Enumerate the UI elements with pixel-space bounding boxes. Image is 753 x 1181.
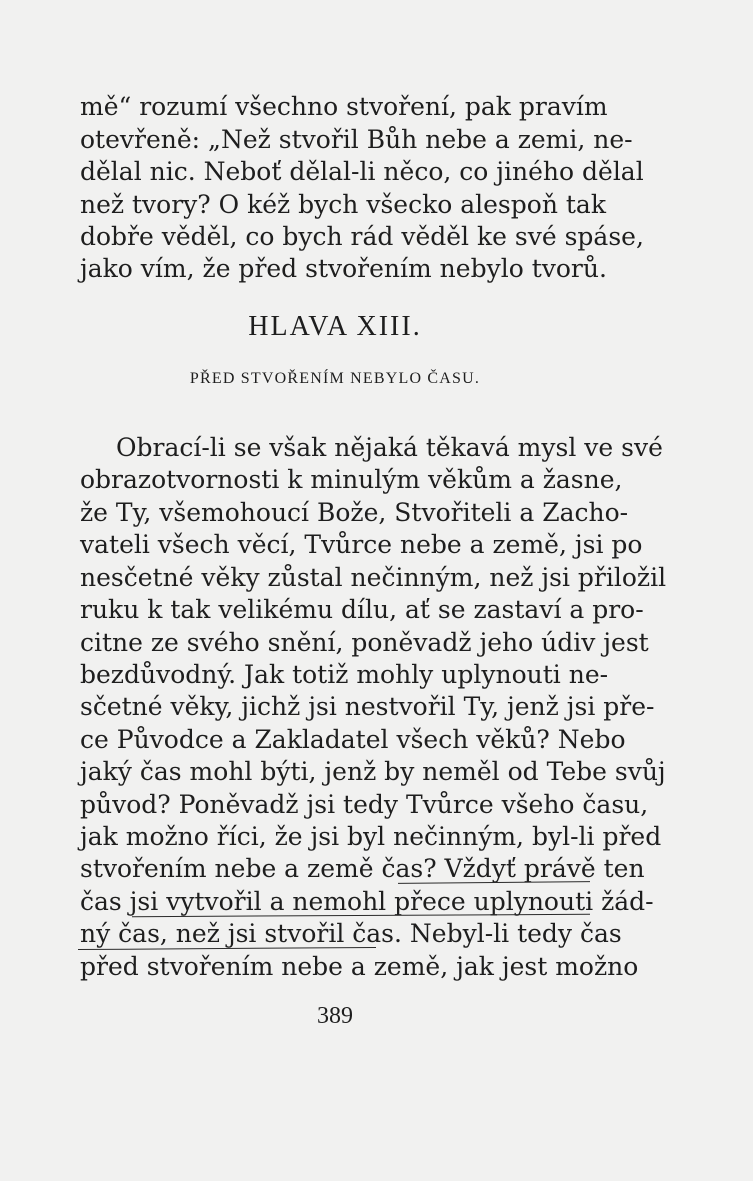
top-paragraph-line: mě“ rozumí všechno stvoření, pak pravím	[80, 92, 608, 121]
main-paragraph-line: jak možno říci, že jsi byl nečinným, byl-li před	[80, 822, 662, 851]
main-paragraph-line: bezdůvodný. Jak totiž mohly uplynouti ne-	[80, 660, 609, 689]
main-paragraph-line: nesčetné věky zůstal nečinným, než jsi přiložil	[80, 563, 667, 592]
main-paragraph-line: před stvořením nebe a země, jak jest možno	[80, 952, 639, 981]
main-paragraph-line: stvořením nebe a země čas? Vždyť právě ten	[80, 854, 645, 883]
main-paragraph-line: ruku k tak velikému dílu, ať se zastaví a pro-	[80, 595, 644, 624]
page-number: 389	[317, 1003, 353, 1029]
top-paragraph-line: dobře věděl, co bych rád věděl ke své spáse,	[80, 222, 644, 251]
main-paragraph-line: že Ty, všemohoucí Bože, Stvořiteli a Zacho-	[80, 498, 629, 527]
main-paragraph-line: vateli všech věcí, Tvůrce nebe a země, jsi po	[80, 530, 643, 559]
top-paragraph-line: otevřeně: „Než stvořil Bůh nebe a zemi, ne-	[80, 125, 633, 154]
chapter-subtitle: PŘED STVOŘENÍM NEBYLO ČASU.	[189, 370, 481, 387]
main-paragraph-line: ný čas, než jsi stvořil čas. Nebyl-li tedy čas	[80, 919, 622, 948]
main-paragraph-line: čas jsi vytvořil a nemohl přece uplynouti žád-	[80, 887, 654, 916]
main-paragraph-line: jaký čas mohl býti, jenž by neměl od Tebe svůj	[80, 757, 666, 786]
main-paragraph-line: původ? Poněvadž jsi tedy Tvůrce všeho času,	[80, 790, 649, 819]
main-paragraph-line: obrazotvornosti k minulým věkům a žasne,	[80, 465, 623, 494]
top-paragraph-line: dělal nic. Neboť dělal-li něco, co jiného dělal	[80, 157, 644, 186]
chapter-title: HLAVA XIII.	[248, 311, 422, 342]
main-paragraph-line: sčetné věky, jichž jsi nestvořil Ty, jenž jsi pře-	[80, 692, 655, 721]
main-paragraph-line: citne ze svého snění, poněvadž jeho údiv jest	[80, 628, 649, 657]
top-paragraph-line: jako vím, že před stvořením nebylo tvorů.	[80, 254, 607, 283]
top-paragraph-line: než tvory? O kéž bych všecko alespoň tak	[80, 190, 606, 219]
main-paragraph-line: Obrací-li se však nějaká těkavá mysl ve své	[116, 433, 663, 462]
main-paragraph-line: ce Původce a Zakladatel všech věků? Nebo	[80, 725, 626, 754]
